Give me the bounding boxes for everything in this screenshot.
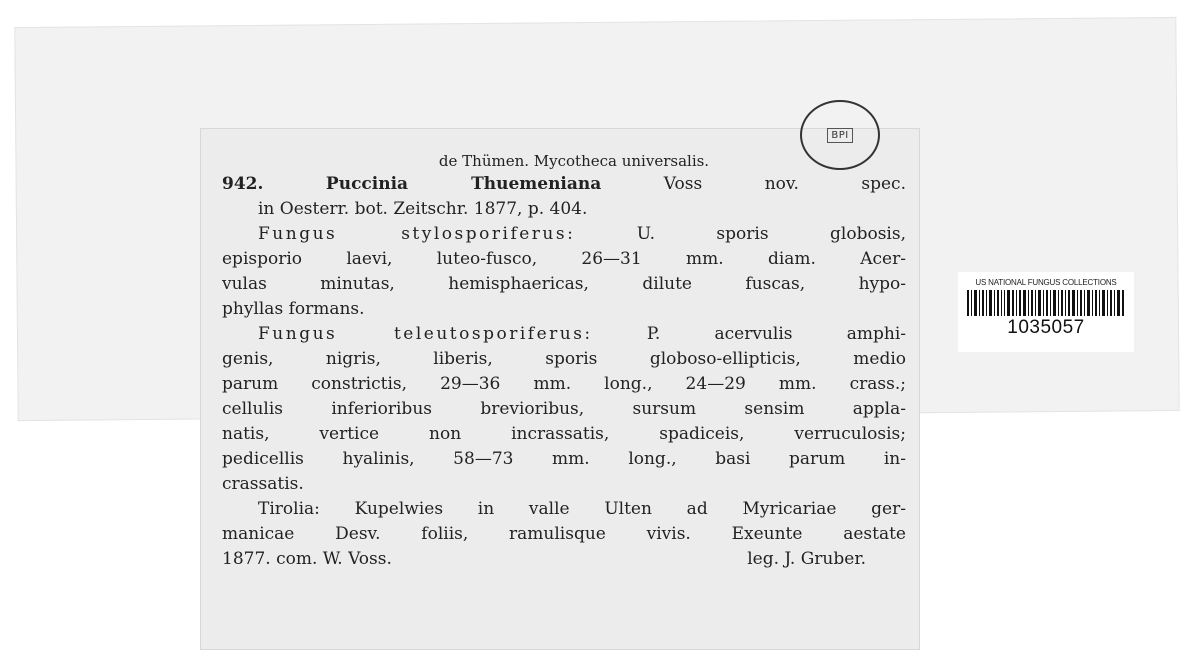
barcode-icon xyxy=(967,290,1125,316)
teleuto-heading: Fungus teleutosporiferus: xyxy=(258,324,593,344)
communicator: 1877. com. W. Voss. xyxy=(222,549,392,569)
stylo-line-2: episporio laevi, luteo-fusco, 26—31 mm. diam. Acer- xyxy=(222,249,906,269)
stylo-line-1 xyxy=(222,222,906,247)
exsiccata-number: 942. xyxy=(222,174,264,194)
locality-line-1: Tirolia: Kupelwies in valle Ulten ad Myricariae ger- xyxy=(258,499,906,519)
title-authority: Voss nov. spec. xyxy=(663,174,906,194)
locality-line-3 xyxy=(222,547,906,572)
label-title xyxy=(222,172,906,197)
stamp-text: BPI xyxy=(827,128,852,143)
collection-name: US NATIONAL FUNGUS COLLECTIONS xyxy=(975,278,1117,287)
teleuto-line-3: parum constrictis, 29—36 mm. long., 24—29 mm. crass.; xyxy=(222,374,906,394)
species-name: Puccinia Thuemeniana xyxy=(325,174,602,194)
teleuto-line-6: pedicellis hyalinis, 58—73 mm. long., basi parum in- xyxy=(222,449,906,469)
teleuto-line-1 xyxy=(222,322,906,347)
barcode-number: 1035057 xyxy=(1007,317,1085,338)
teleuto-line-7: crassatis. xyxy=(222,474,304,494)
stylo-line-3: vulas minutas, hemisphaericas, dilute fuscas, hypo- xyxy=(222,274,906,294)
teleuto-line-4: cellulis inferioribus brevioribus, sursum sensim appla- xyxy=(222,399,906,419)
barcode-label xyxy=(958,272,1134,352)
stylo-line-1-text: U. sporis globosis, xyxy=(636,224,906,244)
label-text xyxy=(222,150,906,572)
teleuto-line-5: natis, vertice non incrassatis, spadiceis, verruculosis; xyxy=(222,424,906,444)
stylo-line-4: phyllas formans. xyxy=(222,299,365,319)
teleuto-line-2: genis, nigris, liberis, sporis globoso-ellipticis, medio xyxy=(222,349,906,369)
label-header: de Thümen. Mycotheca universalis. xyxy=(438,152,710,170)
teleuto-line-1-text: P. acervulis amphi- xyxy=(646,324,907,344)
stylo-heading: Fungus stylosporiferus: xyxy=(258,224,576,244)
collector: leg. J. Gruber. xyxy=(747,549,866,569)
citation-line: in Oesterr. bot. Zeitschr. 1877, p. 404. xyxy=(258,199,588,219)
locality-line-2: manicae Desv. foliis, ramulisque vivis. Exeunte aestate xyxy=(222,524,906,544)
